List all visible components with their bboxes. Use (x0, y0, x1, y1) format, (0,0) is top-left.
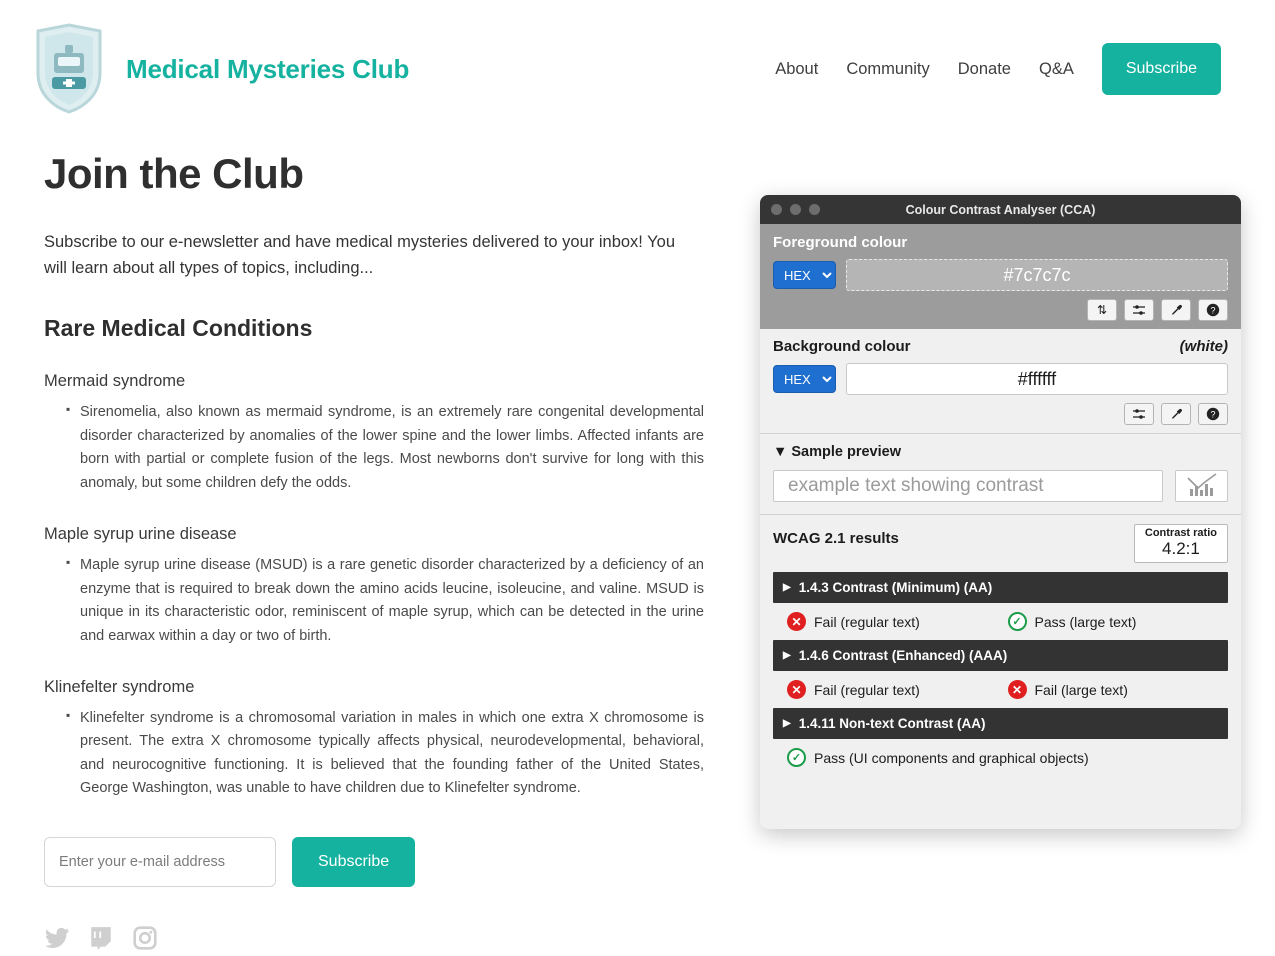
nav-item-community[interactable]: Community (846, 59, 930, 78)
background-note: (white) (1179, 338, 1228, 355)
eyedropper-icon[interactable] (1161, 403, 1191, 425)
list-item: ▪ Maple syrup urine disease (MSUD) is a rare genetic disorder characterized by a deficiency of an enzyme that is required to break down the amino acids leucine, isoleucine, and valine. MSUD is unique in its characteristic odor, reminiscent of maple syrup, which can be detected in the urine and earwax within a day or two of birth. (66, 554, 704, 648)
wcag-section-heading: 1.4.3 Contrast (Minimum) (AA) (798, 580, 993, 595)
chevron-right-icon: ▶ (783, 718, 791, 729)
wcag-section-146[interactable] (773, 640, 1228, 671)
twitch-icon (88, 925, 114, 951)
list-item: ▪ Sirenomelia, also known as mermaid syndrome, is an extremely rare congenital developmental disorder characterized by anomalies of the lower spine and the lower limbs. Affected infants are born with partial or complete fusion of the legs. Most newborns don't survive for long with this anomaly, but some children defy the odds. (66, 401, 704, 495)
fail-icon: ✕ (1008, 680, 1027, 699)
condition-title-1: Mermaid syndrome (44, 372, 186, 391)
eyedropper-icon[interactable] (1161, 299, 1191, 321)
sliders-icon[interactable] (1124, 403, 1154, 425)
page-title: Join the Club (44, 150, 304, 197)
result-label: Fail (regular text) (814, 613, 920, 630)
wcag-results-panel (760, 515, 1241, 777)
cca-window-title: Colour Contrast Analyser (CCA) (905, 202, 1096, 217)
main-nav (775, 43, 1245, 95)
intro-paragraph: Subscribe to our e-newsletter and have medical mysteries delivered to your inbox! You will learn about all types of topics, including... (44, 233, 676, 277)
foreground-buttons (773, 299, 1228, 321)
sliders-icon[interactable] (1124, 299, 1154, 321)
condition-list-1 (44, 401, 704, 495)
result-pass-large (1008, 612, 1229, 631)
sample-row (773, 470, 1228, 502)
instagram-icon (132, 925, 158, 951)
contrast-ratio-value: 4.2:1 (1162, 539, 1200, 558)
twitter-link[interactable] (44, 925, 70, 956)
instagram-link[interactable] (132, 925, 158, 956)
result-pass-ui (787, 748, 1089, 767)
main-content (44, 150, 704, 956)
foreground-input-row (773, 259, 1228, 291)
foreground-hex-field[interactable]: #7c7c7c (846, 259, 1228, 291)
site-header (0, 0, 1275, 118)
sample-preview-panel (760, 434, 1241, 515)
result-label: Fail (regular text) (814, 681, 920, 698)
fail-icon: ✕ (787, 612, 806, 631)
result-label: Pass (large text) (1034, 613, 1137, 630)
foreground-format-select[interactable] (773, 261, 836, 289)
pass-icon: ✓ (787, 748, 806, 767)
contrast-ratio-label: Contrast ratio (1144, 527, 1217, 539)
background-hex-field[interactable]: #ffffff (846, 363, 1228, 395)
sample-preview-title: Sample preview (791, 444, 901, 460)
wcag-results-1411 (787, 748, 1228, 767)
background-panel (760, 329, 1241, 434)
swap-colours-icon[interactable]: ⇅ (1087, 299, 1117, 321)
result-fail-regular (787, 612, 1008, 631)
result-label: Fail (large text) (1034, 681, 1128, 698)
chart-thumbnail-icon (1185, 471, 1219, 501)
background-format-select[interactable] (773, 365, 836, 393)
background-input-row (773, 363, 1228, 395)
cca-window (760, 195, 1241, 829)
condition-title-3: Klinefelter syndrome (44, 678, 195, 696)
foreground-panel (760, 224, 1241, 329)
wcag-results-143 (787, 612, 1228, 631)
pass-icon: ✓ (1008, 612, 1027, 631)
fail-icon: ✕ (787, 680, 806, 699)
background-buttons (773, 403, 1228, 425)
foreground-label: Foreground colour (773, 234, 908, 251)
nav-item-qa[interactable]: Q&A (1038, 59, 1074, 78)
svg-text:?: ? (1210, 305, 1216, 316)
chevron-down-icon: ▼ (773, 444, 788, 460)
social-links (44, 925, 704, 956)
wcag-title: WCAG 2.1 results (773, 530, 899, 547)
twitch-link[interactable] (88, 925, 114, 956)
result-fail-regular (787, 680, 1008, 699)
wcag-section-heading: 1.4.11 Non-text Contrast (AA) (798, 716, 986, 731)
signup-form (44, 837, 704, 887)
brand-title: Medical Mysteries Club (126, 53, 410, 84)
list-item: ▪ Klinefelter syndrome is a chromosomal variation in males in which one extra X chromosome is present. The extra X chromosome typically affects physical, neurodevelopmental, behavioral, and neurocognitive functioning. It is believed that the founding father of the United States, George Washington, was unable to have children due to Klinefelter syndrome. (66, 707, 704, 801)
wcag-results-146 (787, 680, 1228, 699)
cca-titlebar[interactable] (760, 195, 1241, 224)
shield-logo-icon (32, 23, 106, 115)
section-title: Rare Medical Conditions (44, 315, 313, 342)
result-fail-large (1008, 680, 1229, 699)
svg-text:?: ? (1210, 409, 1216, 420)
condition-list-2 (44, 554, 704, 648)
background-label: Background colour (773, 338, 911, 355)
chevron-right-icon: ▶ (783, 650, 791, 661)
email-field[interactable] (44, 837, 276, 887)
nav-item-donate[interactable]: Donate (957, 59, 1011, 78)
twitter-icon (44, 925, 70, 951)
chevron-right-icon: ▶ (783, 582, 791, 593)
sample-preview-toggle[interactable] (773, 444, 1228, 460)
subscribe-button[interactable]: Subscribe (292, 837, 415, 887)
nav-item-about[interactable]: About (775, 59, 819, 78)
sample-text: example text showing contrast (773, 470, 1163, 502)
sample-image (1175, 470, 1228, 502)
wcag-section-143[interactable] (773, 572, 1228, 603)
header-subscribe-button[interactable]: Subscribe (1102, 43, 1221, 95)
wcag-section-1411[interactable] (773, 708, 1228, 739)
contrast-ratio-box (1134, 524, 1228, 563)
logo[interactable] (30, 23, 108, 115)
wcag-section-heading: 1.4.6 Contrast (Enhanced) (AAA) (798, 648, 1008, 663)
help-icon[interactable] (1198, 299, 1228, 321)
condition-list-3 (44, 707, 704, 801)
help-icon[interactable] (1198, 403, 1228, 425)
condition-title-2: Maple syrup urine disease (44, 525, 237, 544)
result-label: Pass (UI components and graphical objects) (814, 749, 1089, 766)
